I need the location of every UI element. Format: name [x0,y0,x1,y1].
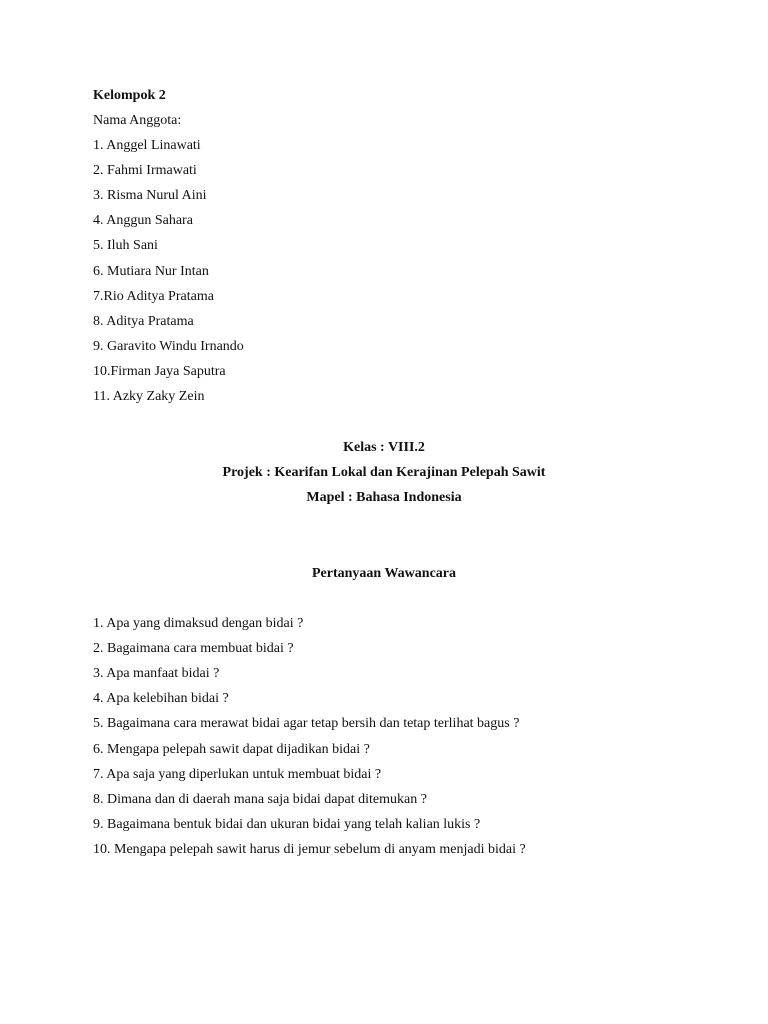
member-item: 2. Fahmi Irmawati [93,163,197,178]
member-item: 6. Mutiara Nur Intan [93,264,209,279]
question-item: 10. Mengapa pelepah sawit harus di jemur sebelum di anyam menjadi bidai ? [93,842,526,857]
group-title: Kelompok 2 [93,88,166,103]
member-item: 3. Risma Nurul Aini [93,188,207,203]
question-item: 2. Bagaimana cara membuat bidai ? [93,641,294,656]
question-item: 5. Bagaimana cara merawat bidai agar tetap bersih dan tetap terlihat bagus ? [93,716,520,731]
question-item: 8. Dimana dan di daerah mana saja bidai dapat ditemukan ? [93,792,427,807]
interview-heading: Pertanyaan Wawancara [311,566,456,581]
question-item: 6. Mengapa pelepah sawit dapat dijadikan bidai ? [93,742,370,757]
question-item: 4. Apa kelebihan bidai ? [93,691,229,706]
member-item: 8. Aditya Pratama [93,314,194,329]
question-item: 7. Apa saja yang diperlukan untuk membuat bidai ? [93,767,382,782]
member-item: 9. Garavito Windu Irnando [93,339,244,354]
member-item: 10.Firman Jaya Saputra [93,364,226,379]
class-info: Kelas : VIII.2 [343,440,425,455]
question-item: 9. Bagaimana bentuk bidai dan ukuran bidai yang telah kalian lukis ? [93,817,481,832]
member-item: 5. Iluh Sani [93,238,158,253]
member-item: 4. Anggun Sahara [93,213,193,228]
question-item: 1. Apa yang dimaksud dengan bidai ? [93,616,304,631]
project-info: Projek : Kearifan Lokal dan Kerajinan Pelepah Sawit [222,465,546,480]
members-label: Nama Anggota: [93,113,182,128]
member-item: 7.Rio Aditya Pratama [93,289,214,304]
question-item: 3. Apa manfaat bidai ? [93,666,220,681]
subject-info: Mapel : Bahasa Indonesia [306,490,462,505]
member-item: 1. Anggel Linawati [93,138,201,153]
member-item: 11. Azky Zaky Zein [93,389,205,404]
